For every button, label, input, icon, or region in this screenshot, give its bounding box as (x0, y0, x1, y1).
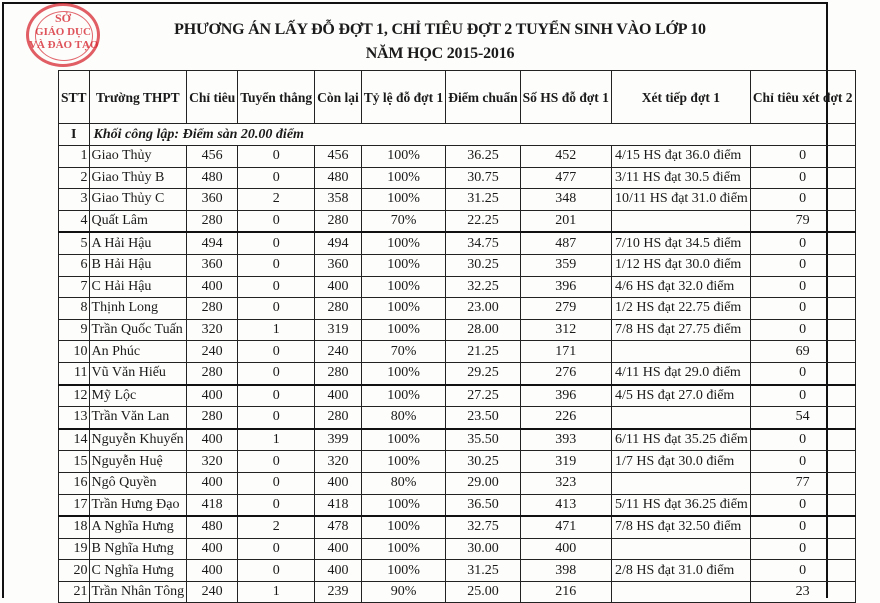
quota-cell: 280 (187, 407, 238, 429)
document-title: PHƯƠNG ÁN LẤY ĐỖ ĐỢT 1, CHỈ TIÊU ĐỢT 2 TUYỂN SINH VÀO LỚP 10 (174, 21, 706, 38)
direct-admit-cell: 0 (238, 451, 315, 473)
quota-cell: 320 (187, 451, 238, 473)
cutoff-score-cell: 32.25 (446, 276, 520, 298)
school-name-cell: Trần Quốc Tuấn (89, 319, 187, 341)
continued-review-cell: 1/2 HS đạt 22.75 điểm (611, 298, 750, 320)
admission-table (58, 70, 856, 603)
section-row (59, 124, 856, 146)
school-name-cell: Nguyễn Huệ (89, 451, 187, 473)
direct-admit-cell: 0 (238, 167, 315, 189)
passed-count-cell: 400 (520, 538, 611, 560)
remaining-cell: 280 (315, 298, 362, 320)
stt-cell: 20 (59, 560, 90, 582)
column-header: STT (59, 71, 90, 124)
school-name-cell: Nguyễn Khuyến (89, 429, 187, 451)
cutoff-score-cell: 21.25 (446, 341, 520, 363)
passed-count-cell: 279 (520, 298, 611, 320)
quota-cell: 400 (187, 429, 238, 451)
stt-cell: 1 (59, 146, 90, 168)
round2-quota-cell: 0 (750, 298, 855, 320)
quota-cell: 360 (187, 189, 238, 211)
direct-admit-cell: 0 (238, 210, 315, 232)
remaining-cell: 360 (315, 254, 362, 276)
cutoff-score-cell: 35.50 (446, 429, 520, 451)
round2-quota-cell: 0 (750, 254, 855, 276)
table-row (59, 451, 856, 473)
table-row (59, 254, 856, 276)
quota-cell: 240 (187, 341, 238, 363)
continued-review-cell: 6/11 HS đạt 35.25 điểm (611, 429, 750, 451)
round2-quota-cell: 0 (750, 494, 855, 516)
school-name-cell: Giao Thủy C (89, 189, 187, 211)
stt-cell: 7 (59, 276, 90, 298)
school-name-cell: Giao Thủy B (89, 167, 187, 189)
remaining-cell: 400 (315, 560, 362, 582)
passed-count-cell: 396 (520, 276, 611, 298)
pass-rate-cell: 100% (361, 319, 445, 341)
direct-admit-cell: 0 (238, 146, 315, 168)
direct-admit-cell: 0 (238, 276, 315, 298)
continued-review-cell: 2/8 HS đạt 31.0 điểm (611, 560, 750, 582)
passed-count-cell: 398 (520, 560, 611, 582)
round2-quota-cell: 0 (750, 451, 855, 473)
passed-count-cell: 413 (520, 494, 611, 516)
stt-cell: 17 (59, 494, 90, 516)
cutoff-score-cell: 23.50 (446, 407, 520, 429)
table-row (59, 362, 856, 384)
table-row (59, 146, 856, 168)
stt-cell: 11 (59, 362, 90, 384)
column-header: Còn lại (315, 71, 362, 124)
pass-rate-cell: 80% (361, 407, 445, 429)
cutoff-score-cell: 31.25 (446, 189, 520, 211)
table-row (59, 341, 856, 363)
column-header: Số HS đỗ đợt 1 (520, 71, 611, 124)
stt-cell: 18 (59, 516, 90, 538)
seal-text: SỞ (54, 11, 71, 25)
column-header: Tuyển thẳng (238, 71, 315, 124)
table-row (59, 516, 856, 538)
stt-cell: 12 (59, 385, 90, 407)
round2-quota-cell: 79 (750, 210, 855, 232)
pass-rate-cell: 80% (361, 472, 445, 494)
round2-quota-cell: 69 (750, 341, 855, 363)
continued-review-cell: 1/7 HS đạt 30.0 điểm (611, 451, 750, 473)
pass-rate-cell: 100% (361, 560, 445, 582)
pass-rate-cell: 100% (361, 451, 445, 473)
remaining-cell: 280 (315, 407, 362, 429)
remaining-cell: 280 (315, 210, 362, 232)
quota-cell: 240 (187, 581, 238, 603)
passed-count-cell: 312 (520, 319, 611, 341)
stt-cell: 21 (59, 581, 90, 603)
cutoff-score-cell: 32.75 (446, 516, 520, 538)
continued-review-cell (611, 581, 750, 603)
continued-review-cell: 3/11 HS đạt 30.5 điểm (611, 167, 750, 189)
pass-rate-cell: 100% (361, 429, 445, 451)
table-row (59, 407, 856, 429)
stt-cell: 16 (59, 472, 90, 494)
pass-rate-cell: 100% (361, 146, 445, 168)
table-row (59, 319, 856, 341)
school-name-cell: Giao Thủy (89, 146, 187, 168)
table-row (59, 560, 856, 582)
remaining-cell: 418 (315, 494, 362, 516)
quota-cell: 280 (187, 210, 238, 232)
cutoff-score-cell: 36.25 (446, 146, 520, 168)
direct-admit-cell: 0 (238, 298, 315, 320)
column-header: Tỷ lệ đỗ đợt 1 (361, 71, 445, 124)
direct-admit-cell: 2 (238, 516, 315, 538)
round2-quota-cell: 0 (750, 276, 855, 298)
section-number: I (59, 124, 90, 146)
cutoff-score-cell: 30.00 (446, 538, 520, 560)
round2-quota-cell: 0 (750, 538, 855, 560)
school-name-cell: C Hải Hậu (89, 276, 187, 298)
continued-review-cell: 10/11 HS đạt 31.0 điểm (611, 189, 750, 211)
remaining-cell: 480 (315, 167, 362, 189)
seal-text: VÀ ĐÀO TẠO (29, 39, 99, 51)
passed-count-cell: 396 (520, 385, 611, 407)
table-row (59, 385, 856, 407)
continued-review-cell: 5/11 HS đạt 36.25 điểm (611, 494, 750, 516)
cutoff-score-cell: 31.25 (446, 560, 520, 582)
table-row (59, 429, 856, 451)
cutoff-score-cell: 23.00 (446, 298, 520, 320)
direct-admit-cell: 0 (238, 362, 315, 384)
column-header: Chỉ tiêu (187, 71, 238, 124)
continued-review-cell (611, 538, 750, 560)
passed-count-cell: 359 (520, 254, 611, 276)
school-name-cell: Mỹ Lộc (89, 385, 187, 407)
remaining-cell: 319 (315, 319, 362, 341)
quota-cell: 360 (187, 254, 238, 276)
passed-count-cell: 471 (520, 516, 611, 538)
school-name-cell: Trần Nhân Tông (89, 581, 187, 603)
passed-count-cell: 477 (520, 167, 611, 189)
school-name-cell: Quất Lâm (89, 210, 187, 232)
passed-count-cell: 226 (520, 407, 611, 429)
pass-rate-cell: 100% (361, 254, 445, 276)
cutoff-score-cell: 30.25 (446, 451, 520, 473)
round2-quota-cell: 0 (750, 516, 855, 538)
remaining-cell: 478 (315, 516, 362, 538)
direct-admit-cell: 0 (238, 538, 315, 560)
quota-cell: 480 (187, 167, 238, 189)
pass-rate-cell: 100% (361, 298, 445, 320)
pass-rate-cell: 100% (361, 516, 445, 538)
header-row (59, 71, 856, 124)
school-name-cell: B Nghĩa Hưng (89, 538, 187, 560)
direct-admit-cell: 1 (238, 319, 315, 341)
stt-cell: 19 (59, 538, 90, 560)
school-name-cell: Trần Văn Lan (89, 407, 187, 429)
pass-rate-cell: 70% (361, 341, 445, 363)
school-name-cell: B Hải Hậu (89, 254, 187, 276)
remaining-cell: 239 (315, 581, 362, 603)
cutoff-score-cell: 29.25 (446, 362, 520, 384)
cutoff-score-cell: 27.25 (446, 385, 520, 407)
table-row (59, 494, 856, 516)
passed-count-cell: 201 (520, 210, 611, 232)
stt-cell: 10 (59, 341, 90, 363)
passed-count-cell: 393 (520, 429, 611, 451)
passed-count-cell: 171 (520, 341, 611, 363)
stt-cell: 4 (59, 210, 90, 232)
school-name-cell: An Phúc (89, 341, 187, 363)
quota-cell: 456 (187, 146, 238, 168)
round2-quota-cell: 0 (750, 189, 855, 211)
pass-rate-cell: 100% (361, 538, 445, 560)
passed-count-cell: 319 (520, 451, 611, 473)
continued-review-cell: 4/11 HS đạt 29.0 điểm (611, 362, 750, 384)
round2-quota-cell: 0 (750, 429, 855, 451)
remaining-cell: 456 (315, 146, 362, 168)
pass-rate-cell: 100% (361, 232, 445, 254)
stt-cell: 13 (59, 407, 90, 429)
direct-admit-cell: 1 (238, 429, 315, 451)
cutoff-score-cell: 30.25 (446, 254, 520, 276)
column-header: Chỉ tiêu xét đợt 2 (750, 71, 855, 124)
continued-review-cell (611, 210, 750, 232)
cutoff-score-cell: 25.00 (446, 581, 520, 603)
pass-rate-cell: 100% (361, 167, 445, 189)
continued-review-cell: 4/5 HS đạt 27.0 điểm (611, 385, 750, 407)
table-row (59, 232, 856, 254)
direct-admit-cell: 0 (238, 232, 315, 254)
cutoff-score-cell: 22.25 (446, 210, 520, 232)
remaining-cell: 320 (315, 451, 362, 473)
official-seal (26, 3, 100, 67)
continued-review-cell: 4/15 HS đạt 36.0 điểm (611, 146, 750, 168)
school-name-cell: Vũ Văn Hiếu (89, 362, 187, 384)
direct-admit-cell: 1 (238, 581, 315, 603)
remaining-cell: 400 (315, 276, 362, 298)
quota-cell: 418 (187, 494, 238, 516)
pass-rate-cell: 70% (361, 210, 445, 232)
table-row (59, 538, 856, 560)
passed-count-cell: 323 (520, 472, 611, 494)
pass-rate-cell: 100% (361, 276, 445, 298)
cutoff-score-cell: 34.75 (446, 232, 520, 254)
continued-review-cell: 1/12 HS đạt 30.0 điểm (611, 254, 750, 276)
stt-cell: 9 (59, 319, 90, 341)
pass-rate-cell: 90% (361, 581, 445, 603)
table-row (59, 210, 856, 232)
round2-quota-cell: 77 (750, 472, 855, 494)
quota-cell: 400 (187, 276, 238, 298)
column-header: Trường THPT (89, 71, 187, 124)
school-name-cell: A Nghĩa Hưng (89, 516, 187, 538)
pass-rate-cell: 100% (361, 362, 445, 384)
school-name-cell: A Hải Hậu (89, 232, 187, 254)
quota-cell: 400 (187, 560, 238, 582)
section-title: Khối công lập: Điểm sàn 20.00 điểm (89, 124, 855, 146)
quota-cell: 400 (187, 538, 238, 560)
direct-admit-cell: 0 (238, 341, 315, 363)
cutoff-score-cell: 36.50 (446, 494, 520, 516)
passed-count-cell: 216 (520, 581, 611, 603)
cutoff-score-cell: 29.00 (446, 472, 520, 494)
cutoff-score-cell: 28.00 (446, 319, 520, 341)
remaining-cell: 399 (315, 429, 362, 451)
quota-cell: 280 (187, 362, 238, 384)
round2-quota-cell: 0 (750, 560, 855, 582)
quota-cell: 400 (187, 385, 238, 407)
school-name-cell: Ngô Quyền (89, 472, 187, 494)
passed-count-cell: 487 (520, 232, 611, 254)
table-row (59, 472, 856, 494)
remaining-cell: 400 (315, 538, 362, 560)
quota-cell: 320 (187, 319, 238, 341)
passed-count-cell: 348 (520, 189, 611, 211)
school-name-cell: Thịnh Long (89, 298, 187, 320)
round2-quota-cell: 0 (750, 232, 855, 254)
continued-review-cell: 7/8 HS đạt 27.75 điểm (611, 319, 750, 341)
cutoff-score-cell: 30.75 (446, 167, 520, 189)
quota-cell: 480 (187, 516, 238, 538)
direct-admit-cell: 0 (238, 407, 315, 429)
school-name-cell: C Nghĩa Hưng (89, 560, 187, 582)
column-header: Điểm chuẩn (446, 71, 520, 124)
direct-admit-cell: 0 (238, 472, 315, 494)
remaining-cell: 240 (315, 341, 362, 363)
remaining-cell: 400 (315, 385, 362, 407)
remaining-cell: 358 (315, 189, 362, 211)
continued-review-cell: 7/8 HS đạt 32.50 điểm (611, 516, 750, 538)
round2-quota-cell: 0 (750, 167, 855, 189)
stt-cell: 3 (59, 189, 90, 211)
round2-quota-cell: 0 (750, 362, 855, 384)
column-header: Xét tiếp đợt 1 (611, 71, 750, 124)
continued-review-cell (611, 472, 750, 494)
continued-review-cell (611, 341, 750, 363)
stt-cell: 5 (59, 232, 90, 254)
stt-cell: 6 (59, 254, 90, 276)
round2-quota-cell: 54 (750, 407, 855, 429)
direct-admit-cell: 0 (238, 385, 315, 407)
table-row (59, 581, 856, 603)
round2-quota-cell: 0 (750, 385, 855, 407)
table-row (59, 167, 856, 189)
direct-admit-cell: 0 (238, 560, 315, 582)
table-row (59, 276, 856, 298)
passed-count-cell: 452 (520, 146, 611, 168)
round2-quota-cell: 0 (750, 319, 855, 341)
school-name-cell: Trần Hưng Đạo (89, 494, 187, 516)
stt-cell: 2 (59, 167, 90, 189)
passed-count-cell: 276 (520, 362, 611, 384)
remaining-cell: 280 (315, 362, 362, 384)
stt-cell: 15 (59, 451, 90, 473)
table-row (59, 189, 856, 211)
quota-cell: 280 (187, 298, 238, 320)
continued-review-cell (611, 407, 750, 429)
continued-review-cell: 4/6 HS đạt 32.0 điểm (611, 276, 750, 298)
pass-rate-cell: 100% (361, 494, 445, 516)
direct-admit-cell: 0 (238, 494, 315, 516)
pass-rate-cell: 100% (361, 385, 445, 407)
direct-admit-cell: 0 (238, 254, 315, 276)
remaining-cell: 494 (315, 232, 362, 254)
stt-cell: 14 (59, 429, 90, 451)
pass-rate-cell: 100% (361, 189, 445, 211)
document-subtitle: NĂM HỌC 2015-2016 (365, 45, 515, 62)
round2-quota-cell: 0 (750, 146, 855, 168)
quota-cell: 400 (187, 472, 238, 494)
seal-text: GIÁO DỤC (35, 26, 91, 38)
table-row (59, 298, 856, 320)
remaining-cell: 400 (315, 472, 362, 494)
direct-admit-cell: 2 (238, 189, 315, 211)
quota-cell: 494 (187, 232, 238, 254)
continued-review-cell: 7/10 HS đạt 34.5 điểm (611, 232, 750, 254)
round2-quota-cell: 23 (750, 581, 855, 603)
stt-cell: 8 (59, 298, 90, 320)
